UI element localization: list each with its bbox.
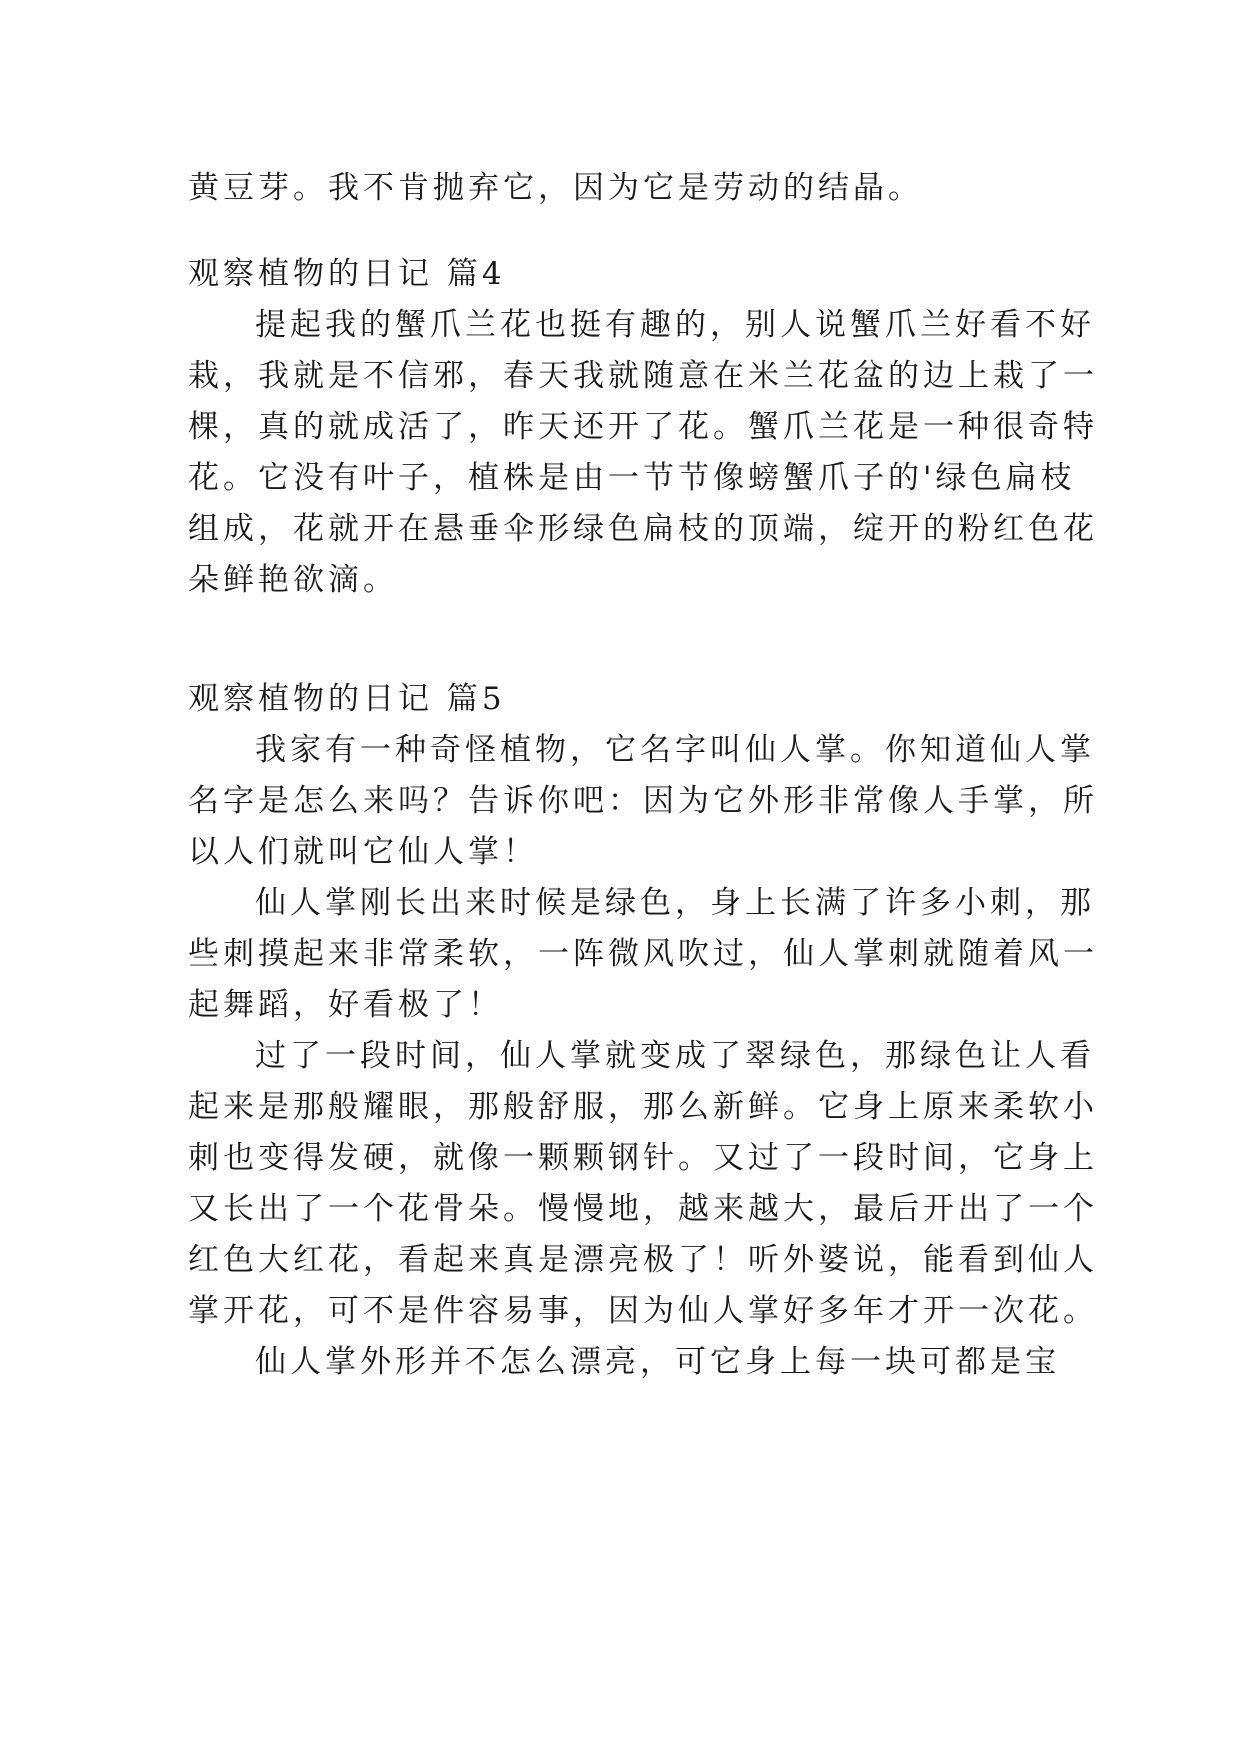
section-heading: 观察植物的日记 篇4 xyxy=(188,256,506,292)
paragraph-line: 仙人掌刚长出来时候是绿色，身上长满了许多小刺，那 xyxy=(255,885,1095,921)
paragraph-line: 掌开花，可不是件容易事，因为仙人掌好多年才开一次花。 xyxy=(188,1293,1098,1329)
paragraph-line: 过了一段时间，仙人掌就变成了翠绿色，那绿色让人看 xyxy=(255,1038,1095,1074)
paragraph-line: 红色大红花，看起来真是漂亮极了！听外婆说，能看到仙人 xyxy=(188,1242,1098,1278)
paragraph-line: 棵，真的就成活了，昨天还开了花。蟹爪兰花是一种很奇特 xyxy=(188,409,1098,445)
paragraph-line: 又长出了一个花骨朵。慢慢地，越来越大，最后开出了一个 xyxy=(188,1191,1098,1227)
paragraph-line: 起来是那般耀眼，那般舒服，那么新鲜。它身上原来柔软小 xyxy=(188,1089,1098,1125)
paragraph-line: 仙人掌外形并不怎么漂亮，可它身上每一块可都是宝 xyxy=(255,1344,1060,1380)
section-heading: 观察植物的日记 篇5 xyxy=(188,681,506,717)
paragraph-line: 起舞蹈，好看极了！ xyxy=(188,987,503,1023)
paragraph-line: 黄豆芽。我不肯抛弃它，因为它是劳动的结晶。 xyxy=(188,170,923,206)
paragraph-line: 花。它没有叶子，植株是由一节节像螃蟹爪子的'绿色扁枝 xyxy=(188,460,1076,496)
paragraph-line: 名字是怎么来吗？告诉你吧：因为它外形非常像人手掌，所 xyxy=(188,783,1098,819)
paragraph-line: 栽，我就是不信邪，春天我就随意在米兰花盆的边上栽了一 xyxy=(188,358,1098,394)
paragraph-line: 些刺摸起来非常柔软，一阵微风吹过，仙人掌刺就随着风一 xyxy=(188,936,1098,972)
paragraph-line: 组成，花就开在悬垂伞形绿色扁枝的顶端，绽开的粉红色花 xyxy=(188,511,1098,547)
paragraph-line: 以人们就叫它仙人掌！ xyxy=(188,834,538,870)
paragraph-line: 我家有一种奇怪植物，它名字叫仙人掌。你知道仙人掌 xyxy=(255,732,1095,768)
paragraph-line: 提起我的蟹爪兰花也挺有趣的，别人说蟹爪兰好看不好 xyxy=(255,307,1095,343)
paragraph-line: 朵鲜艳欲滴。 xyxy=(188,562,398,598)
paragraph-line: 刺也变得发硬，就像一颗颗钢针。又过了一段时间，它身上 xyxy=(188,1140,1098,1176)
